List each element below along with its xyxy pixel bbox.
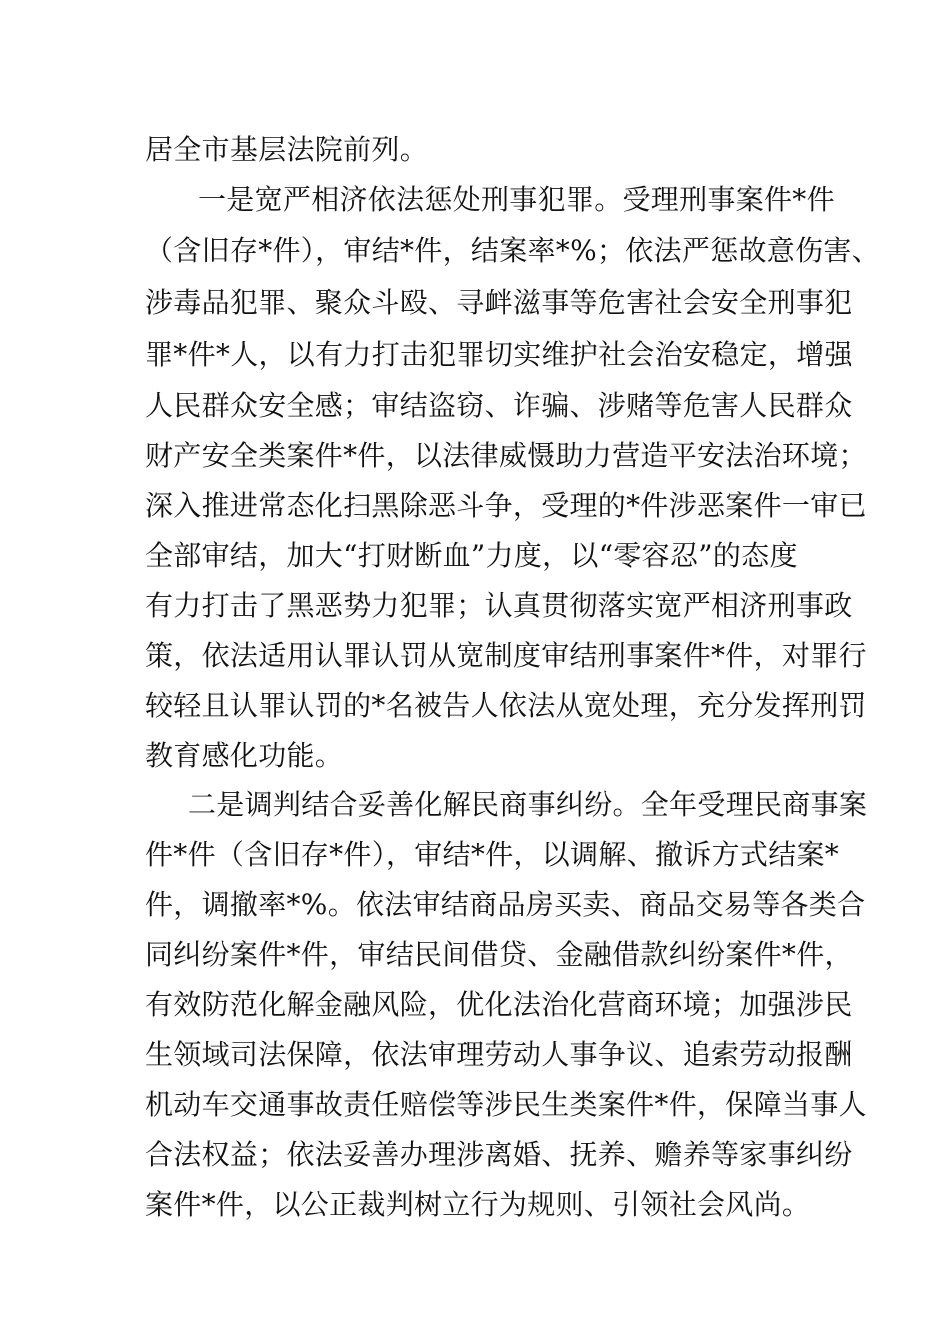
text-line: 机动车交通事故责任赔偿等涉民生类案件*件，保障当事人 (145, 1088, 867, 1121)
text-line: 较轻且认罪认罚的*名被告人依法从宽处理，充分发挥刑罚 (145, 689, 867, 722)
text-line: 全部审结，加大“打财断血”力度，以“零容忍”的态度 (145, 539, 798, 572)
text-line: 有效防范化解金融风险，优化法治化营商环境；加强涉民 (145, 988, 853, 1021)
paragraph-1-first-line: 一是宽严相济依法惩处刑事犯罪。受理刑事案件*件 (198, 183, 835, 216)
text-line: 件*件（含旧存*件），审结*件，以调解、撤诉方式结案* (145, 838, 840, 871)
text-line: 案件*件，以公正裁判树立行为规则、引领社会风尚。 (145, 1188, 811, 1221)
text-line: 财产安全类案件*件，以法律威慑助力营造平安法治环境； (145, 439, 867, 472)
text-line: 件，调撤率*%。依法审结商品房买卖、商品交易等各类合 (145, 888, 866, 921)
text-line: 策，依法适用认罪认罚从宽制度审结刑事案件*件，对罪行 (145, 639, 867, 672)
text-line: 有力打击了黑恶势力犯罪；认真贯彻落实宽严相济刑事政 (145, 589, 853, 622)
text-line: 同纠纷案件*件，审结民间借贷、金融借款纠纷案件*件， (145, 938, 853, 971)
paragraph-2-first-line: 二是调判结合妥善化解民商事纠纷。全年受理民商事案 (188, 788, 868, 821)
text-line: （含旧存*件），审结*件，结案率*%；依法严惩故意伤害、 (145, 234, 881, 267)
text-line: 人民群众安全感；审结盗窃、诈骗、涉赌等危害人民群众 (145, 389, 853, 422)
text-line: 罪*件*人，以有力打击犯罪切实维护社会治安稳定，增强 (145, 338, 853, 371)
text-line: 涉毒品犯罪、聚众斗殴、寻衅滋事等危害社会安全刑事犯 (145, 286, 853, 319)
text-line: 合法权益；依法妥善办理涉离婚、抚养、赡养等家事纠纷 (145, 1138, 853, 1171)
text-line: 居全市基层法院前列。 (145, 133, 429, 166)
text-line: 生领域司法保障，依法审理劳动人事争议、追索劳动报酬 (145, 1038, 853, 1071)
text-line: 深入推进常态化扫黑除恶斗争，受理的*件涉恶案件一审已 (145, 489, 867, 522)
text-line: 教育感化功能。 (145, 739, 344, 772)
